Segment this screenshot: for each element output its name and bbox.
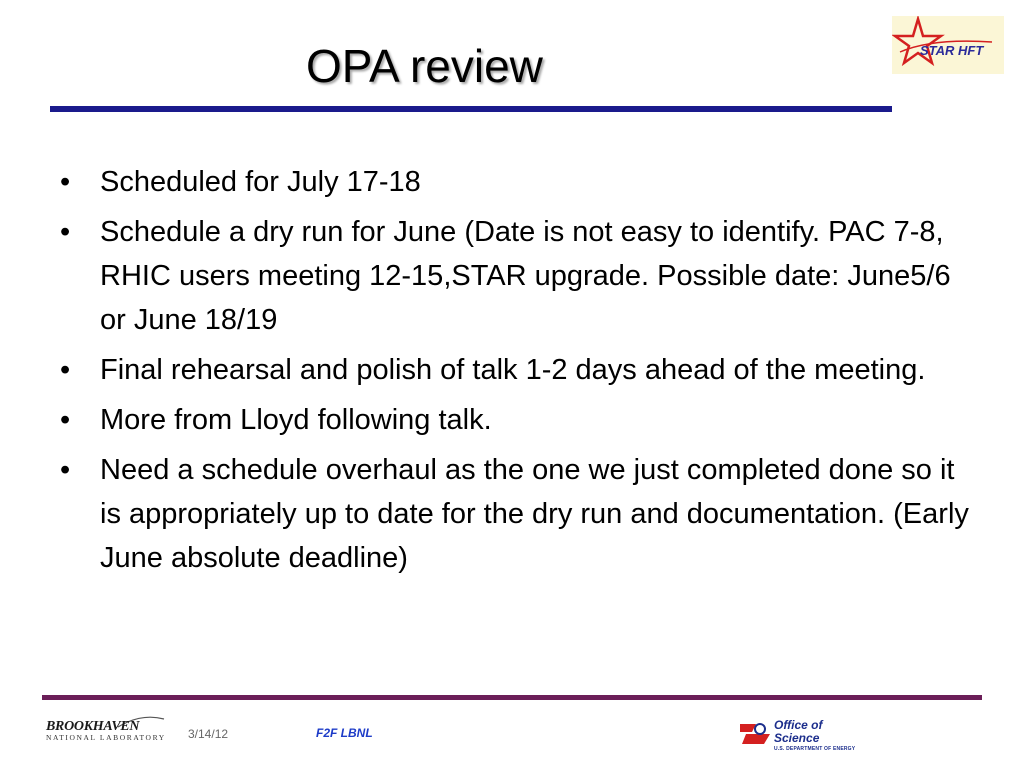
bullet-item: • Need a schedule overhaul as the one we just completed done so it is appropriately up to date for the dry run and documentation. (Early June absolute deadline) — [60, 448, 980, 580]
bullet-item: • Schedule a dry run for June (Date is not easy to identify. PAC 7-8, RHIC users meeting 12-15,STAR upgrade. Possible date: June5/6 or June 18/19 — [60, 210, 980, 342]
brookhaven-subtitle: NATIONAL LABORATORY — [46, 733, 166, 742]
bullet-item: • Final rehearsal and polish of talk 1-2 days ahead of the meeting. — [60, 348, 980, 392]
bullet-item: • More from Lloyd following talk. — [60, 398, 980, 442]
doe-line3: U.S. DEPARTMENT OF ENERGY — [774, 746, 856, 752]
bullet-list — [60, 160, 980, 586]
star-hft-logo — [892, 16, 1004, 74]
bullet-item: • Scheduled for July 17-18 — [60, 160, 980, 204]
footer-divider — [42, 695, 982, 700]
brookhaven-name: BROOKHAVEN — [46, 719, 140, 734]
office-of-science-logo — [738, 716, 858, 756]
star-icon — [892, 16, 1004, 74]
star-hft-logo-text: STAR HFT — [920, 43, 984, 58]
footer-date: 3/14/12 — [188, 727, 229, 741]
title-divider — [50, 106, 892, 112]
doe-line1: Office of — [774, 718, 823, 732]
footer-event: F2F LBNL — [316, 726, 373, 740]
slide-title: OPA review — [306, 40, 543, 92]
doe-emblem-icon — [738, 718, 772, 748]
brookhaven-logo — [46, 715, 166, 745]
doe-line2: Science — [774, 731, 820, 745]
